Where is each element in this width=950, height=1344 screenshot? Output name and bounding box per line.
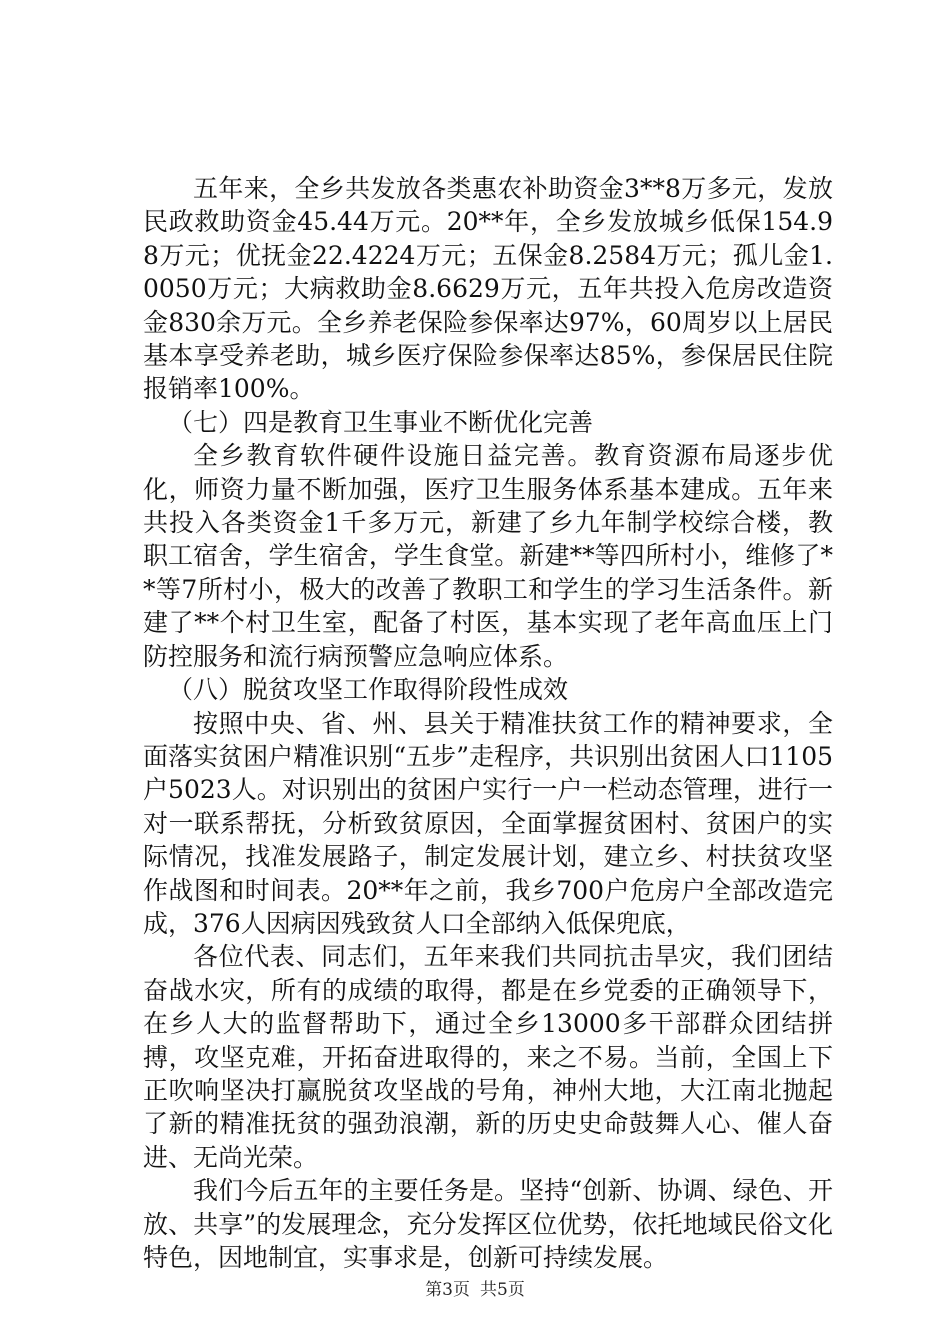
- document-body: [143, 172, 833, 1274]
- section-heading-education-health: （七）四是教育卫生事业不断优化完善: [168, 407, 594, 437]
- page-footer: [0, 1279, 950, 1301]
- page-number: 第3页: [425, 1280, 470, 1300]
- page-total: 共5页: [480, 1280, 525, 1300]
- paragraph-future-tasks: 我们今后五年的主要任务是。坚持“创新、协调、绿色、开放、共享”的发展理念，充分发挥区位优势，依托地域民俗文化特色，因地制宜，实事求是，创新可持续发展。: [143, 1176, 833, 1272]
- paragraph-education-facilities: 全乡教育软件硬件设施日益完善。教育资源布局逐步优化，师资力量不断加强，医疗卫生服务体系基本建成。五年来共投入各类资金1千多万元，新建了乡九年制学校综合楼，教职工宿舍，学生宿舍，学生食堂。新建**等四所村小，维修了**等7所村小，极大的改善了教职工和学生的学习生活条件。新建了**个村卫生室，配备了村医，基本实现了老年高血压上门防控服务和流行病预警应急响应体系。: [143, 441, 833, 671]
- paragraph-subsidy-funds: 五年来，全乡共发放各类惠农补助资金3**8万多元，发放民政救助资金45.44万元。20**年，全乡发放城乡低保154.98万元；优抚金22.4224万元；五保金8.2584万元；孤儿金1.0050万元；大病救助金8.6629万元，五年共投入危房改造资金830余万元。全乡养老保险参保率达97%，60周岁以上居民基本享受养老助，城乡医疗保险参保率达85%，参保居民住院报销率100%。: [143, 174, 833, 404]
- section-heading-poverty-alleviation: （八）脱贫攻坚工作取得阶段性成效: [168, 675, 569, 705]
- paragraph-poverty-identification: 按照中央、省、州、县关于精准扶贫工作的精神要求，全面落实贫困户精准识别“五步”走程序，共识别出贫困人口1105户5023人。对识别出的贫困户实行一户一栏动态管理，进行一对一联系帮抚，分析致贫原因，全面掌握贫困村、贫困户的实际情况，找准发展路子，制定发展计划，建立乡、村扶贫攻坚作战图和时间表。20**年之前，我乡700户危房户全部改造完成，376人因病因残致贫人口全部纳入低保兜底，: [143, 708, 833, 938]
- paragraph-achievements-summary: 各位代表、同志们，五年来我们共同抗击旱灾，我们团结奋战水灾，所有的成绩的取得，都是在乡党委的正确领导下，在乡人大的监督帮助下，通过全乡13000多干部群众团结拼搏，攻坚克难，开拓奋进取得的，来之不易。当前，全国上下正吹响坚决打赢脱贫攻坚战的号角，神州大地，大江南北抛起了新的精准抚贫的强劲浪潮，新的历史史命鼓舞人心、催人奋进、无尚光荣。: [143, 942, 833, 1172]
